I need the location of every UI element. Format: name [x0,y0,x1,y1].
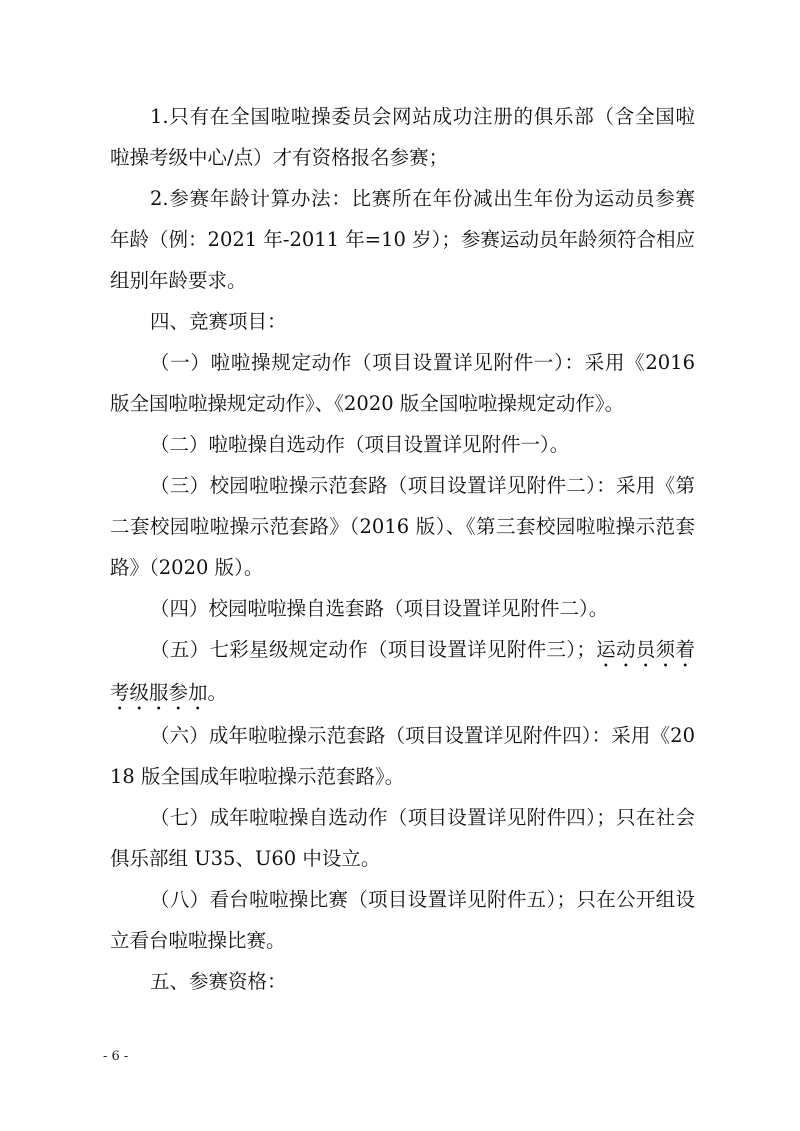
event-item-2: （二）啦啦操自选动作（项目设置详见附件一）。 [150,433,570,456]
event-item-5-emphasis: 运动员须着考级服参加 [110,638,695,704]
event-item-5 [110,629,695,715]
event-item-6: （六）成年啦啦操示范套路（项目设置详见附件四）：采用《2018 版全国成年啦啦操示范套路》。 [110,724,695,788]
event-item-5-text: （五）七彩星级规定动作（项目设置详见附件三）； [150,638,596,661]
paragraph-registration-requirement: 1.只有在全国啦啦操委员会网站成功注册的俱乐部（含全国啦啦操考级中心/点）才有资格报名参赛； [110,105,695,169]
page-number: - 6 - [103,1049,129,1064]
event-item-5-end: 。 [207,681,228,704]
event-item-4: （四）校园啦啦操自选套路（项目设置详见附件二）。 [150,597,609,620]
section-heading-events: 四、竞赛项目： [150,310,287,333]
section-heading-eligibility: 五、参赛资格： [150,970,287,993]
event-item-8: （八）看台啦啦操比赛（项目设置详见附件五）；只在公开组设立看台啦啦操比赛。 [110,888,695,952]
event-item-1: （一）啦啦操规定动作（项目设置详见附件一）：采用《2016 版全国啦啦操规定动作》、《2020 版全国啦啦操规定动作》。 [110,351,695,415]
paragraph-age-calculation: 2.参赛年龄计算办法：比赛所在年份减出生年份为运动员参赛年龄（例：2021 年-2011 年=10 岁）；参赛运动员年龄须符合相应组别年龄要求。 [110,187,695,292]
event-item-7: （七）成年啦啦操自选动作（项目设置详见附件四）；只在社会俱乐部组 U35、U60 中设立。 [110,806,695,870]
event-item-3: （三）校园啦啦操示范套路（项目设置详见附件二）：采用《第二套校园啦啦操示范套路》（2016 版）、《第三套校园啦啦操示范套路》（2020 版）。 [110,474,695,579]
document-body [110,96,695,1002]
